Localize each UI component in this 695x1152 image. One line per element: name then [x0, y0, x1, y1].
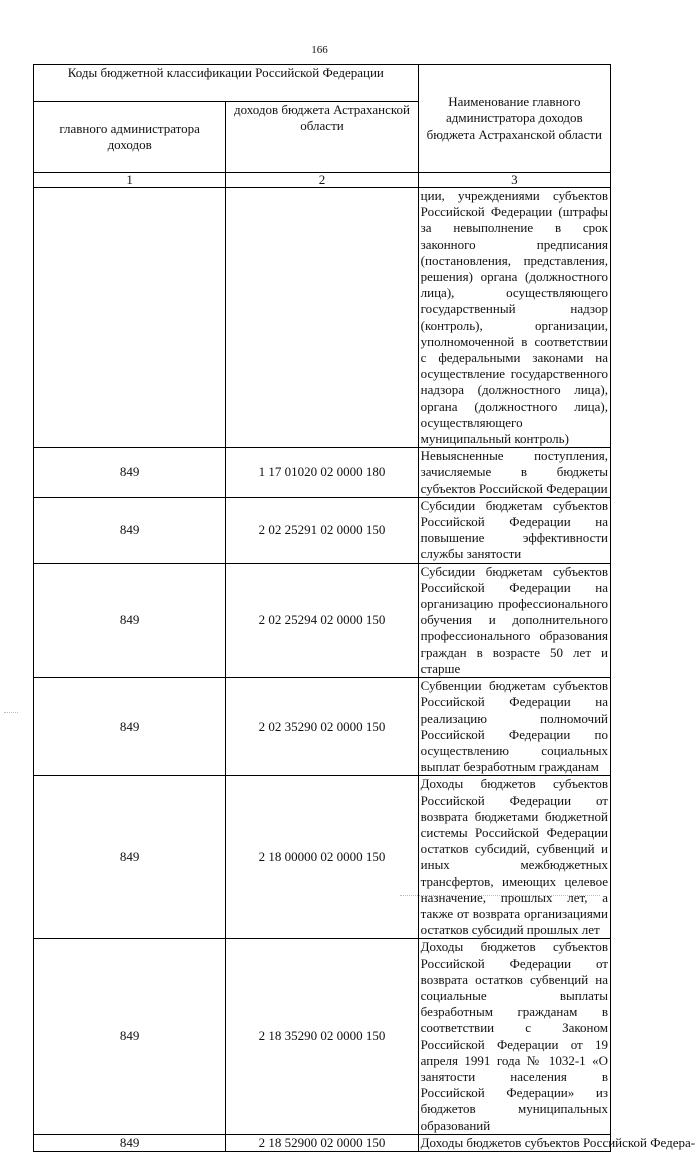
- income-code-cell: 2 18 00000 02 0000 150: [226, 776, 418, 939]
- income-code-cell: 1 17 01020 02 0000 180: [226, 448, 418, 498]
- income-name-cell: Невыясненные поступления, зачисляемые в бюджеты субъектов Российской Федерации: [418, 448, 610, 498]
- income-code-cell: 2 18 52900 02 0000 150: [226, 1134, 418, 1151]
- column-number-2: 2: [226, 173, 418, 188]
- admin-code-cell: 849: [34, 678, 226, 776]
- income-name-cell: ции, учреждениями субъектов Российской Федерации (штрафы за невыполнение в срок законного предписания (постановления, представления, решения) органа (должностного лица), осуществляющего государственный надзор (контроль), организации, уполномоченной в соответствии с федеральными законами на осуществление государственного надзора (должностного лица), органа (должностного лица), осуществляющего муниципальный контроль): [418, 188, 610, 448]
- income-name-cell: Субсидии бюджетам субъектов Российской Федерации на повышение эффективности службы занятости: [418, 497, 610, 563]
- budget-classification-table: [33, 64, 695, 1152]
- table-row: [34, 448, 611, 498]
- income-code-cell: 2 18 35290 02 0000 150: [226, 939, 418, 1134]
- scan-footer-mark: [400, 895, 600, 896]
- header-admin-column: главного администратора доходов: [34, 102, 226, 173]
- income-code-cell: [226, 188, 418, 448]
- table-row: [34, 188, 611, 448]
- income-name-cell: Доходы бюджетов субъектов Российской Федерации от возврата бюджетами бюджетной системы Российской Федерации остатков субсидий, субвенций и иных межбюджетных трансфертов, имеющих целевое назначение, прошлых лет, а также от возврата организациями остатков субсидий прошлых лет: [418, 776, 610, 939]
- column-number-3: 3: [418, 173, 610, 188]
- table-row: [34, 776, 611, 939]
- admin-code-cell: 849: [34, 448, 226, 498]
- table-row: [34, 563, 611, 677]
- header-row-group: [34, 65, 611, 102]
- admin-code-cell: 849: [34, 563, 226, 677]
- table-row: [34, 678, 611, 776]
- table-row: [34, 939, 611, 1134]
- income-name-cell: Доходы бюджетов субъектов Российской Федера-: [418, 1134, 610, 1151]
- table-row: [34, 497, 611, 563]
- admin-code-cell: 849: [34, 1134, 226, 1151]
- admin-code-cell: 849: [34, 497, 226, 563]
- income-code-cell: 2 02 35290 02 0000 150: [226, 678, 418, 776]
- income-code-cell: 2 02 25291 02 0000 150: [226, 497, 418, 563]
- income-code-cell: 2 02 25294 02 0000 150: [226, 563, 418, 677]
- page-number: 166: [311, 44, 328, 56]
- income-name-cell: Доходы бюджетов субъектов Российской Федерации от возврата остатков субвенций на социальные выплаты безработным гражданам в соответствии с Законом Российской Федерации от 19 апреля 1991 года № 1032-1 «О занятости населения в Российской Федерации» из бюджетов муниципальных образований: [418, 939, 610, 1134]
- admin-code-cell: [34, 188, 226, 448]
- header-name-column: Наименование главного администратора доходов бюджета Астраханской области: [418, 65, 610, 173]
- table-row: [34, 1134, 611, 1151]
- header-code-column: доходов бюджета Астраханской области: [226, 102, 418, 173]
- admin-code-cell: 849: [34, 776, 226, 939]
- income-name-cell: Субвенции бюджетам субъектов Российской Федерации на реализацию полномочий Российской Федерации по осуществлению социальных выплат безработным гражданам: [418, 678, 610, 776]
- header-codes-group: Коды бюджетной классификации Российской Федерации: [34, 65, 419, 102]
- admin-code-cell: 849: [34, 939, 226, 1134]
- scan-margin-mark: [4, 712, 18, 713]
- column-number-1: 1: [34, 173, 226, 188]
- income-name-cell: Субсидии бюджетам субъектов Российской Федерации на организацию профессионального обучения и дополнительного профессионального образования граждан в возрасте 50 лет и старше: [418, 563, 610, 677]
- column-number-row: [34, 173, 611, 188]
